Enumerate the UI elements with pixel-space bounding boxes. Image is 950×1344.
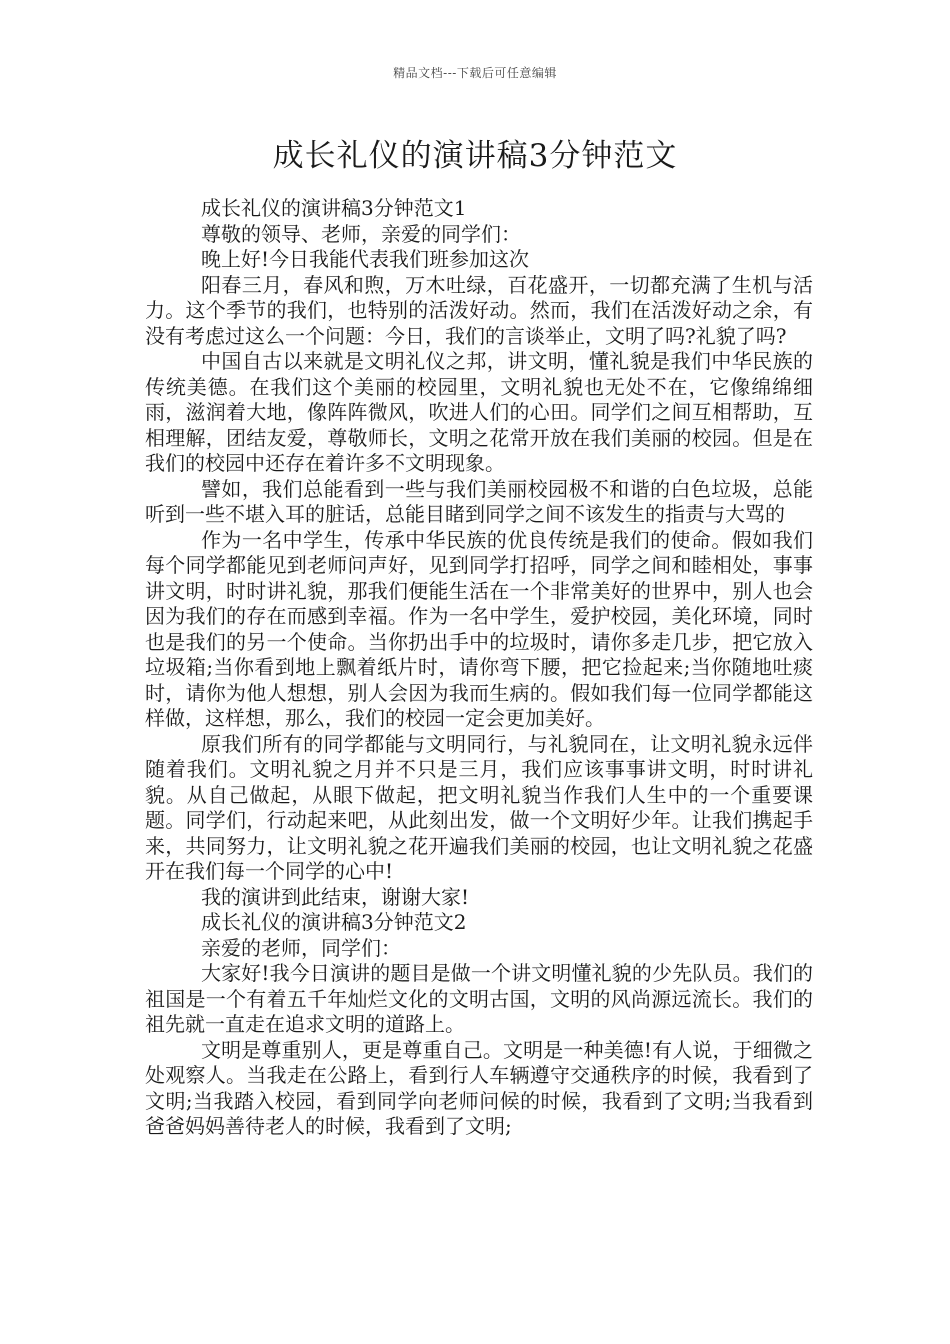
paragraph: 尊敬的领导、老师，亲爱的同学们： [201, 221, 521, 246]
page-header: 精品文档---下载后可任意编辑 [393, 66, 557, 80]
paragraph: 原我们所有的同学都能与文明同行，与礼貌同在，让文明礼貌永远伴随着我们。文明礼貌之月并不只是三月，我们应该事事讲文明，时时讲礼貌。从自己做起，从眼下做起，把文明礼貌当作我们人生中的一个重要课题。同学们，行动起来吧，从此刻出发，做一个文明好少年。让我们携起手来，共同努力，让文明礼貌之花开遍我们美丽的校园，也让文明礼貌之花盛开在我们每一个同学的心中! [145, 731, 813, 883]
paragraph: 成长礼仪的演讲稿3分钟范文2 [201, 910, 467, 934]
document-body [145, 196, 813, 1140]
paragraph: 譬如，我们总能看到一些与我们美丽校园极不和谐的白色垃圾，总能听到一些不堪入耳的脏话，总能目睹到同学之间不该发生的指责与大骂的 [145, 476, 813, 526]
paragraph: 文明是尊重别人，更是尊重自己。文明是一种美德!有人说，于细微之处观察人。当我走在公路上，看到行人车辆遵守交通秩序的时候，我看到了文明;当我踏入校园，看到同学向老师问候的时候，我看到了文明;当我看到爸爸妈妈善待老人的时候，我看到了文明; [145, 1037, 813, 1138]
paragraph: 晚上好!今日我能代表我们班参加这次 [201, 247, 530, 271]
paragraph: 亲爱的老师，同学们： [201, 935, 401, 960]
paragraph: 作为一名中学生，传承中华民族的优良传统是我们的使命。假如我们每个同学都能见到老师问声好，见到同学打招呼，同学之间和睦相处，事事讲文明，时时讲礼貌，那我们便能生活在一个非常美好的世界中，别人也会因为我们的存在而感到幸福。作为一名中学生，爱护校园，美化环境，同时也是我们的另一个使命。当你扔出手中的垃圾时，请你多走几步，把它放入垃圾箱;当你看到地上飘着纸片时，请你弯下腰，把它捡起来;当你随地吐痰时，请你为他人想想，别人会因为我而生病的。假如我们每一位同学都能这样做，这样想，那么，我们的校园一定会更加美好。 [145, 527, 813, 730]
paragraph: 我的演讲到此结束，谢谢大家! [201, 884, 470, 909]
paragraph: 成长礼仪的演讲稿3分钟范文1 [201, 196, 467, 220]
paragraph: 中国自古以来就是文明礼仪之邦，讲文明，懂礼貌是我们中华民族的传统美德。在我们这个美丽的校园里，文明礼貌也无处不在，它像绵绵细雨，滋润着大地，像阵阵微风，吹进人们的心田。同学们之间互相帮助，互相理解，团结友爱，尊敬师长，文明之花常开放在我们美丽的校园。但是在我们的校园中还存在着许多不文明现象。 [145, 349, 813, 475]
document-title: 成长礼仪的演讲稿3分钟范文 [272, 138, 678, 174]
paragraph: 阳春三月，春风和煦，万木吐绿，百花盛开，一切都充满了生机与活力。这个季节的我们，也特别的活泼好动。然而，我们在活泼好动之余，有没有考虑过这么一个问题：今日，我们的言谈举止，文明了吗?礼貌了吗? [145, 272, 813, 348]
paragraph: 大家好!我今日演讲的题目是做一个讲文明懂礼貌的少先队员。我们的祖国是一个有着五千年灿烂文化的文明古国，文明的风尚源远流长。我们的祖先就一直走在追求文明的道路上。 [145, 961, 813, 1036]
